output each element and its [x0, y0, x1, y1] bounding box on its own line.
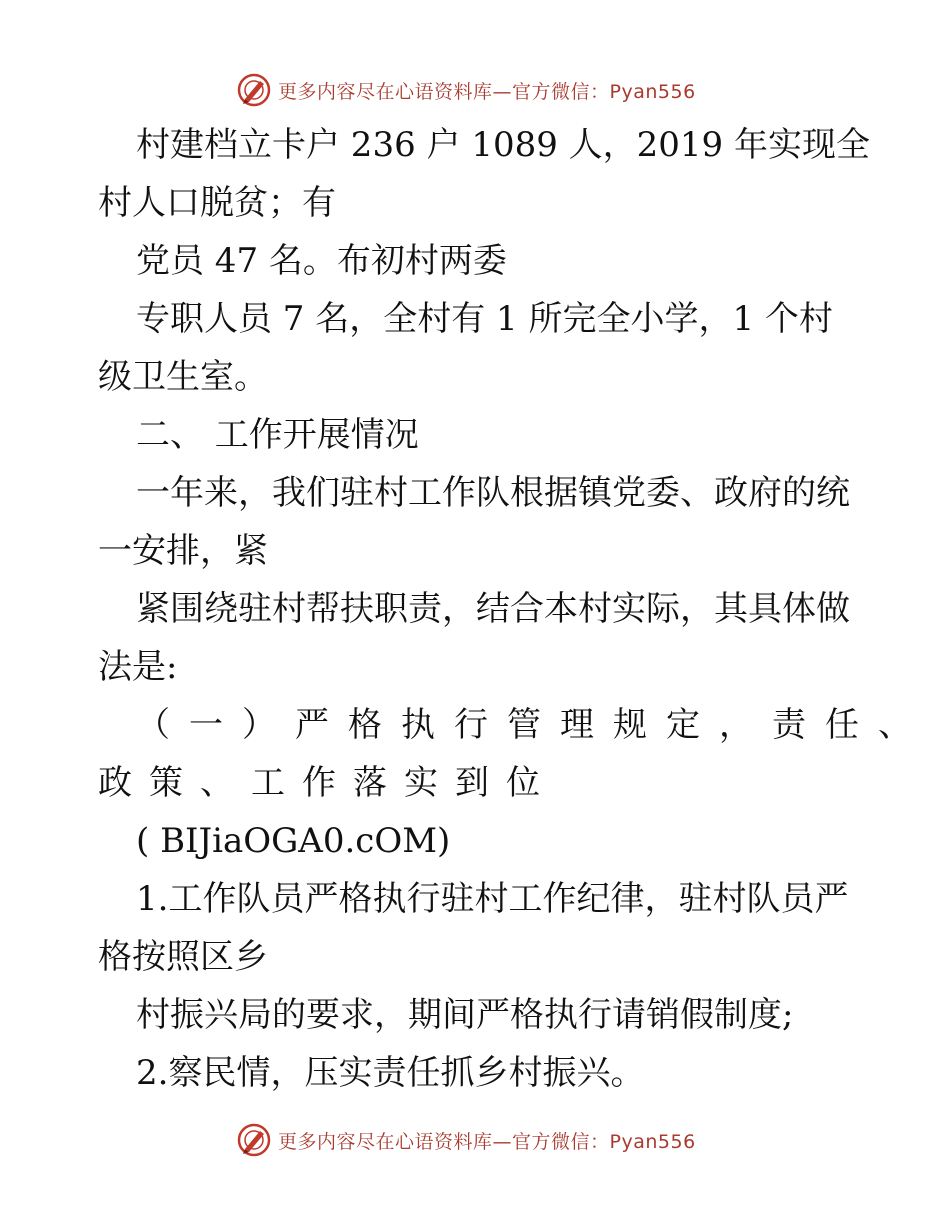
- text-line: 级卫生室。: [98, 357, 268, 397]
- text-line: 一安排，紧: [98, 531, 268, 571]
- header-watermark: [236, 70, 696, 110]
- text-line: 紧围绕驻村帮扶职责，结合本村实际，其具体做: [136, 589, 850, 629]
- text-line: 党员 47 名。布初村两委: [136, 241, 507, 281]
- text-line: 2.察民情，压实责任抓乡村振兴。: [136, 1053, 645, 1093]
- text-line: 格按照区乡: [98, 937, 268, 977]
- pen-logo-icon: [236, 72, 272, 108]
- pen-logo-icon: [236, 1122, 272, 1158]
- subsection-heading-continued: 政策、工作落实到位: [98, 763, 557, 803]
- text-line: 一年来，我们驻村工作队根据镇党委、政府的统: [136, 473, 850, 513]
- section-heading: 二、 工作开展情况: [136, 415, 419, 455]
- subsection-heading: （一）严格执行管理规定，责任、: [136, 705, 931, 745]
- text-line: 村建档立卡户 236 户 1089 人，2019 年实现全: [136, 125, 870, 165]
- text-line: ( BIJiaOGA0.cOM): [136, 821, 451, 861]
- watermark-text: 更多内容尽在心语资料库—官方微信：Pyan556: [278, 80, 696, 103]
- watermark-text: 更多内容尽在心语资料库—官方微信：Pyan556: [278, 1130, 696, 1153]
- footer-watermark: [236, 1120, 696, 1160]
- text-line: 1.工作队员严格执行驻村工作纪律，驻村队员严: [136, 879, 849, 919]
- text-line: 村人口脱贫；有: [98, 183, 336, 223]
- text-line: 村振兴局的要求，期间严格执行请销假制度;: [136, 995, 794, 1035]
- text-line: 专职人员 7 名，全村有 1 所完全小学，1 个村: [136, 299, 833, 339]
- text-line: 法是:: [98, 647, 178, 687]
